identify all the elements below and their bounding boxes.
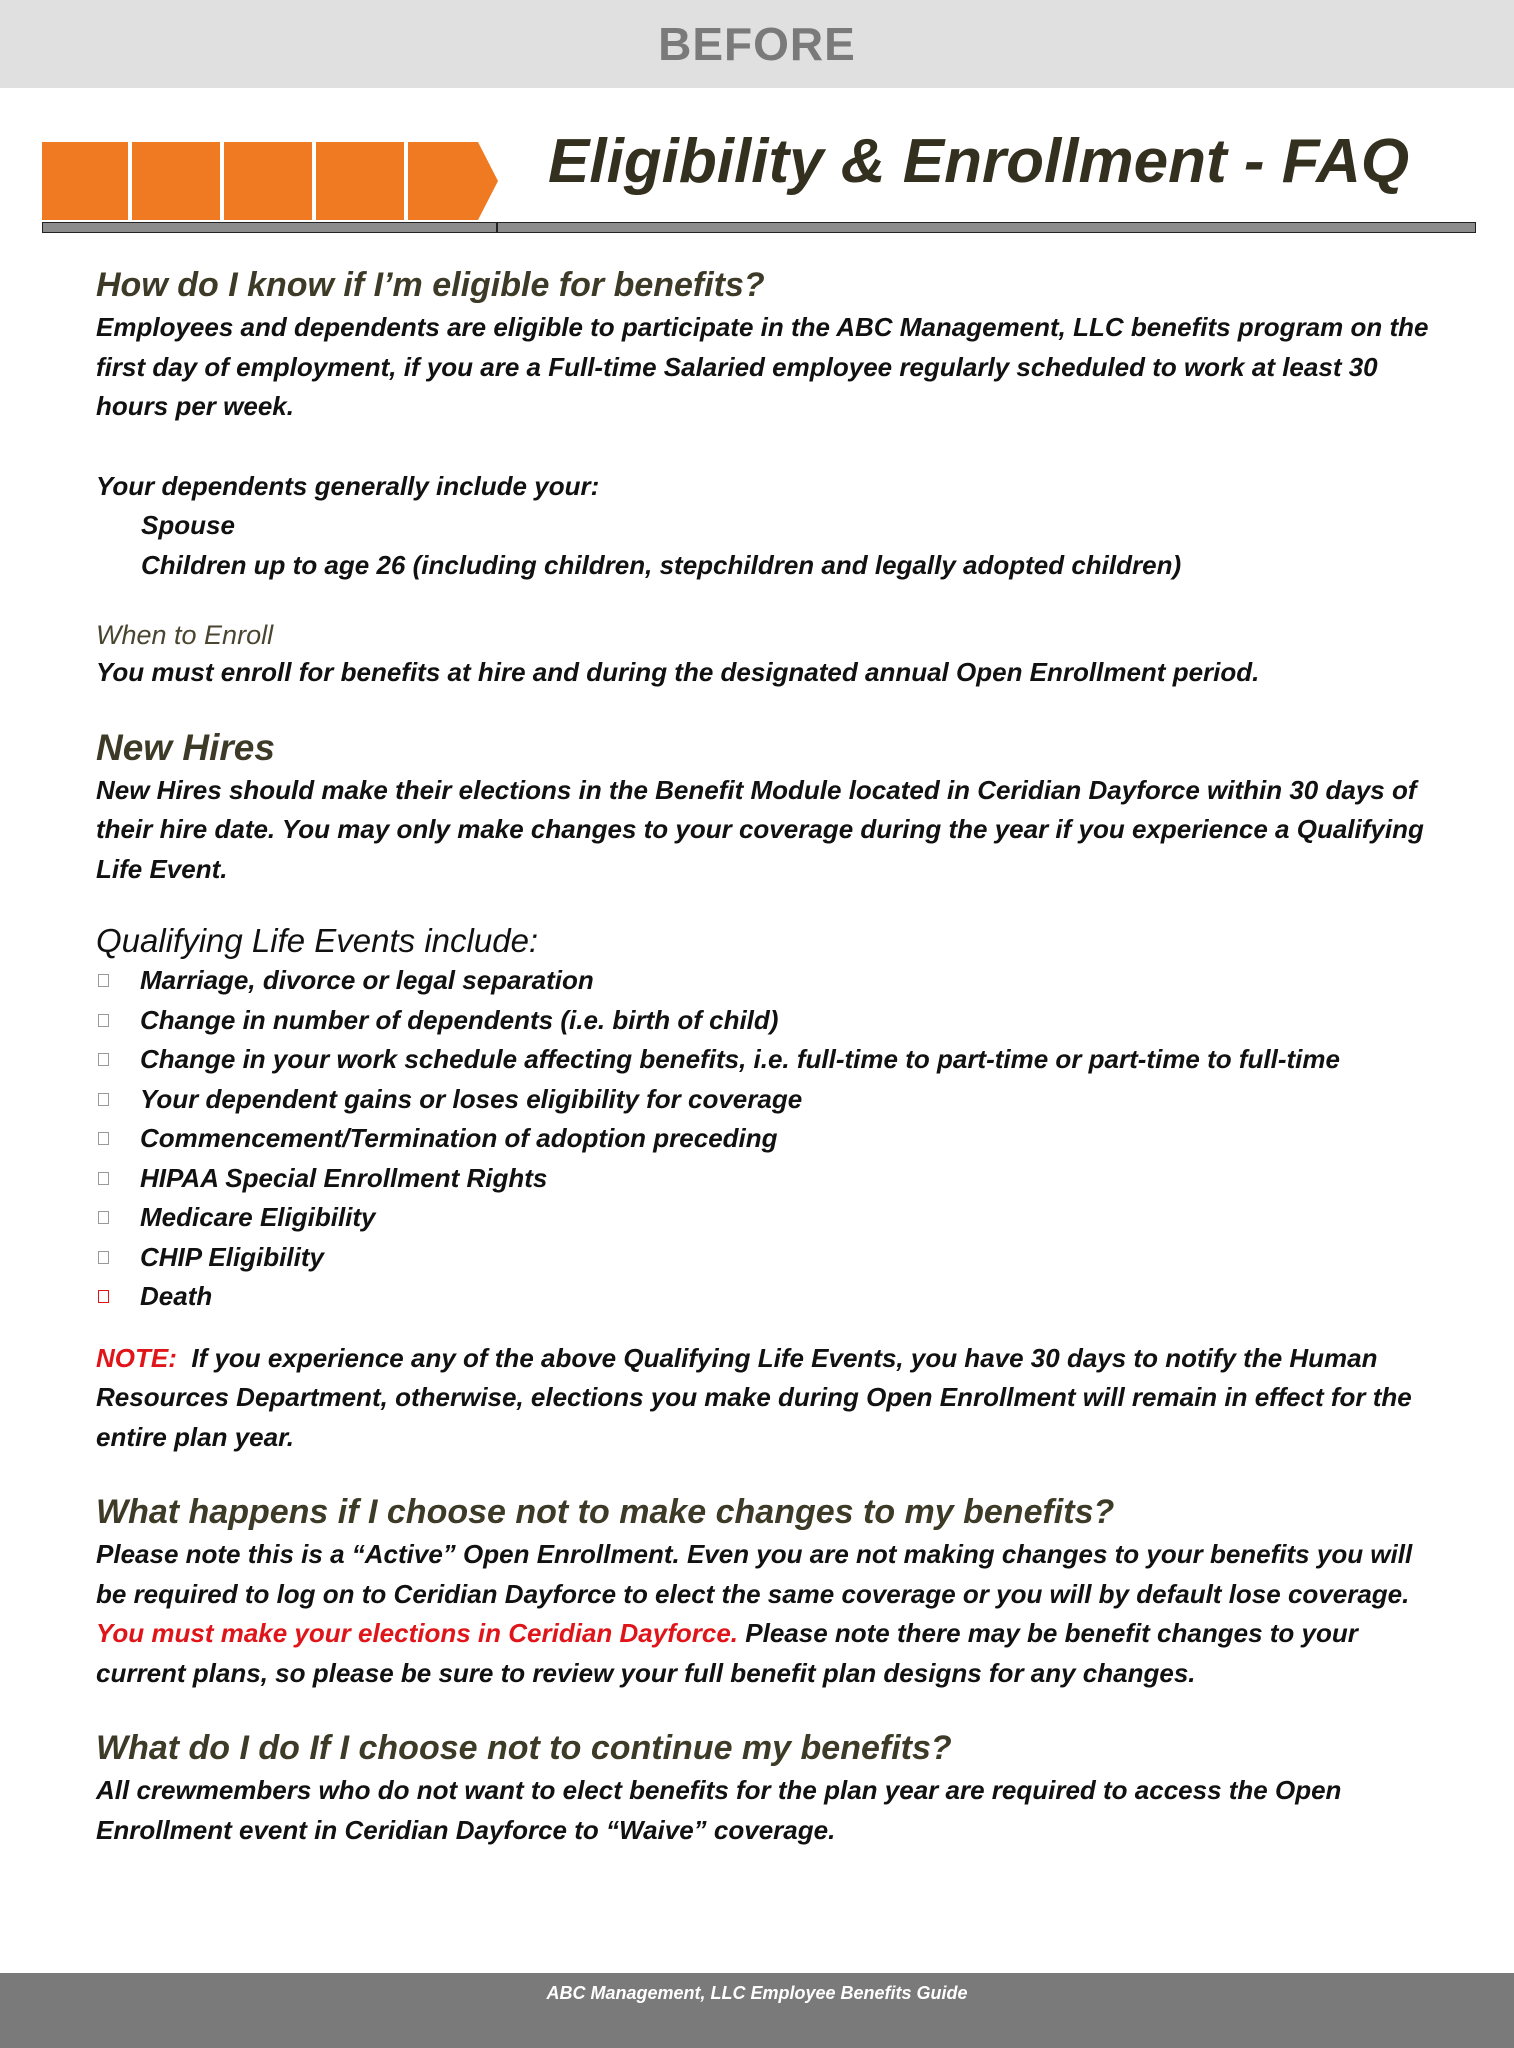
not-continue-heading: What do I do If I choose not to continue my benefits?	[96, 1729, 952, 1767]
new-hires-heading: New Hires	[96, 726, 275, 768]
dependents-intro: Your dependents generally include your:	[96, 470, 600, 501]
checkbox-bullet-icon	[98, 1132, 109, 1145]
before-banner	[0, 0, 1514, 88]
footer-bar	[0, 1973, 1514, 2048]
list-item: HIPAA Special Enrollment Rights	[96, 1159, 1436, 1199]
new-hires-body: New Hires should make their elections in the Benefit Module located in Ceridian Dayforce within 30 days of their hire date. You may only make changes to your coverage during the year if you experience a Qualifying Life Event.	[96, 774, 1424, 884]
not-continue-body: All crewmembers who do not want to elect benefits for the plan year are required to access the Open Enrollment event in Ceridian Dayforce to “Waive” coverage.	[96, 1775, 1342, 1845]
qualifying-events-heading: Qualifying Life Events include:	[96, 922, 539, 959]
list-item: Your dependent gains or loses eligibility for coverage	[96, 1080, 1436, 1120]
checkbox-bullet-icon	[98, 1093, 109, 1106]
faq-content	[96, 262, 1436, 1850]
checkbox-bullet-icon	[98, 1251, 109, 1264]
checkbox-bullet-icon	[98, 1290, 109, 1303]
header-rule	[42, 222, 1476, 233]
note-paragraph	[96, 1339, 1436, 1458]
qualifying-events-list	[96, 961, 1436, 1317]
list-item: Marriage, divorce or legal separation	[96, 961, 1436, 1001]
when-to-enroll-body: You must enroll for benefits at hire and during the designated annual Open Enrollment period.	[96, 657, 1260, 687]
when-to-enroll-heading: When to Enroll	[96, 620, 274, 650]
footer-text: ABC Management, LLC Employee Benefits Guide	[546, 1983, 968, 2003]
elections-warning: You must make your elections in Ceridian Dayforce.	[96, 1618, 739, 1648]
checkbox-bullet-icon	[98, 1053, 109, 1066]
dependent-item: Spouse	[141, 510, 235, 540]
no-changes-body: Please note this is a “Active” Open Enrollment. Even you are not making changes to your benefits you will be required to log on to Ceridian Dayforce to elect the same coverage or you will by default lose coverage. You must make your elections in Ceridian Dayforce. Please note there may be benefit changes to your current plans, so please be sure to review your full benefit plan designs for any changes.	[96, 1539, 1413, 1688]
dependent-item: Children up to age 26 (including children, stepchildren and legally adopted children)	[141, 549, 1182, 580]
list-item: Medicare Eligibility	[96, 1198, 1436, 1238]
no-changes-heading: What happens if I choose not to make changes to my benefits?	[96, 1493, 1115, 1531]
list-item: Change in your work schedule affecting benefits, i.e. full-time to part-time or part-time to full-time	[96, 1040, 1436, 1080]
eligibility-body: Employees and dependents are eligible to participate in the ABC Management, LLC benefits program on the first day of employment, if you are a Full-time Salaried employee regularly scheduled to work at least 30 hours per week.	[96, 312, 1429, 421]
page-title: Eligibility & Enrollment - FAQ	[548, 127, 1410, 196]
list-item: Change in number of dependents (i.e. birth of child)	[96, 1001, 1436, 1041]
note-label: NOTE:	[96, 1342, 177, 1373]
checkbox-bullet-icon	[98, 1172, 109, 1185]
eligibility-heading: How do I know if I’m eligible for benefits?	[96, 266, 765, 304]
note-body: If you experience any of the above Qualifying Life Events, you have 30 days to notify the Human Resources Department, otherwise, elections you make during Open Enrollment will remain in effect for the entire plan year.	[96, 1342, 1412, 1452]
before-label: BEFORE	[658, 18, 856, 70]
list-item: CHIP Eligibility	[96, 1238, 1436, 1278]
header-rule-divider	[496, 222, 498, 233]
list-item: Commencement/Termination of adoption preceding	[96, 1119, 1436, 1159]
checkbox-bullet-icon	[98, 1211, 109, 1224]
checkbox-bullet-icon	[98, 974, 109, 987]
orange-arrow-bar	[42, 142, 498, 220]
list-item: Death	[96, 1277, 1436, 1317]
checkbox-bullet-icon	[98, 1014, 109, 1027]
